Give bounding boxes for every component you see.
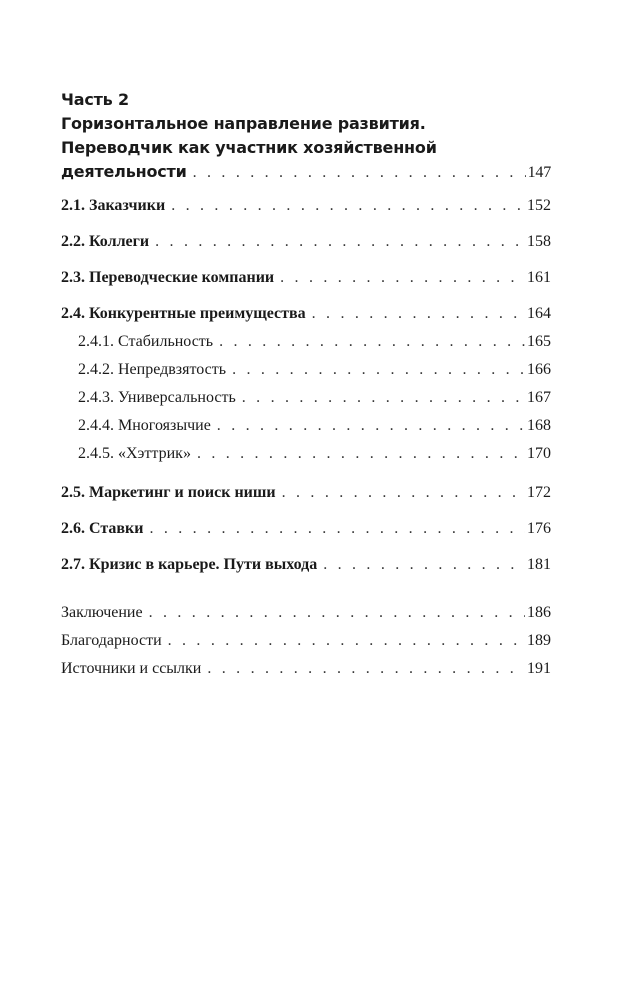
dot-leader [197, 443, 525, 465]
toc-page-number: 168 [527, 417, 551, 434]
toc-entry-section[interactable] [61, 303, 551, 325]
toc-page-number: 189 [527, 632, 551, 649]
toc-entry-section[interactable] [61, 267, 551, 289]
dot-leader [282, 482, 525, 504]
toc-entry-endmatter[interactable] [61, 658, 551, 680]
dot-leader [312, 303, 525, 325]
toc-entry-section[interactable] [61, 231, 551, 253]
toc-entry-label: деятельности [61, 162, 187, 181]
toc-entry-endmatter[interactable] [61, 602, 551, 624]
toc-page-number: 161 [527, 269, 551, 286]
dot-leader [242, 387, 525, 409]
toc-page-number: 170 [527, 445, 551, 462]
toc-entry-label: 2.6. Ставки [61, 520, 144, 537]
dot-leader [219, 331, 525, 353]
toc-entry-label: 2.7. Кризис в карьере. Пути выхода [61, 556, 318, 573]
dot-leader [149, 518, 525, 540]
part-subtitle-line: Горизонтальное направление развития. [61, 114, 426, 133]
toc-entry-label: 2.2. Коллеги [61, 233, 150, 250]
toc-page-number: 186 [527, 604, 551, 621]
toc-entry-label: 2.4.5. «Хэттрик» [78, 445, 191, 462]
toc-entry-label: Заключение [61, 604, 143, 621]
toc-page-number: 166 [527, 361, 551, 378]
toc-entry-subsection[interactable] [61, 443, 551, 465]
toc-entry-part-2[interactable] [61, 160, 551, 185]
toc-entry-label: 2.4.1. Стабильность [78, 333, 214, 350]
toc-entry-label: 2.5. Маркетинг и поиск ниши [61, 484, 276, 501]
dot-leader [217, 415, 525, 437]
dot-leader [323, 554, 525, 576]
toc-entry-label: 2.1. Заказчики [61, 197, 166, 214]
toc-entry-label: 2.4. Конкурентные преимущества [61, 305, 306, 322]
toc-entry-label: 2.4.2. Непредвзятость [78, 361, 227, 378]
dot-leader [193, 161, 526, 185]
toc-entry-subsection[interactable] [61, 331, 551, 353]
toc-page-number: 172 [527, 484, 551, 501]
toc-entry-section[interactable] [61, 518, 551, 540]
toc-entry-subsection[interactable] [61, 387, 551, 409]
toc-page-number: 164 [527, 305, 551, 322]
toc-page-number: 176 [527, 520, 551, 537]
dot-leader [149, 602, 525, 624]
dot-leader [168, 630, 525, 652]
toc-entry-label: Источники и ссылки [61, 660, 202, 677]
toc-entry-label: 2.4.3. Универсальность [78, 389, 236, 406]
part-subtitle-line: Переводчик как участник хозяйственной [61, 138, 437, 157]
toc-entry-label: Благодарности [61, 632, 162, 649]
dot-leader [155, 231, 525, 253]
part-heading [61, 88, 551, 185]
toc-entry-section[interactable] [61, 195, 551, 217]
toc-entry-label: 2.4.4. Многоязычие [78, 417, 211, 434]
toc-entry-section[interactable] [61, 482, 551, 504]
toc-page-number: 181 [527, 556, 551, 573]
toc-entry-subsection[interactable] [61, 415, 551, 437]
toc-page-number: 165 [527, 333, 551, 350]
dot-leader [280, 267, 525, 289]
toc-page-number: 167 [527, 389, 551, 406]
table-of-contents [61, 88, 551, 680]
dot-leader [232, 359, 525, 381]
dot-leader [171, 195, 525, 217]
toc-entry-subsection[interactable] [61, 359, 551, 381]
dot-leader [207, 658, 525, 680]
toc-page-number: 191 [527, 660, 551, 677]
toc-entry-endmatter[interactable] [61, 630, 551, 652]
toc-entry-section[interactable] [61, 554, 551, 576]
toc-entry-label: 2.3. Переводческие компании [61, 269, 275, 286]
toc-page-number: 158 [527, 233, 551, 250]
toc-page-number: 152 [527, 197, 551, 214]
part-title: Часть 2 [61, 90, 129, 109]
toc-page-number: 147 [527, 164, 551, 181]
